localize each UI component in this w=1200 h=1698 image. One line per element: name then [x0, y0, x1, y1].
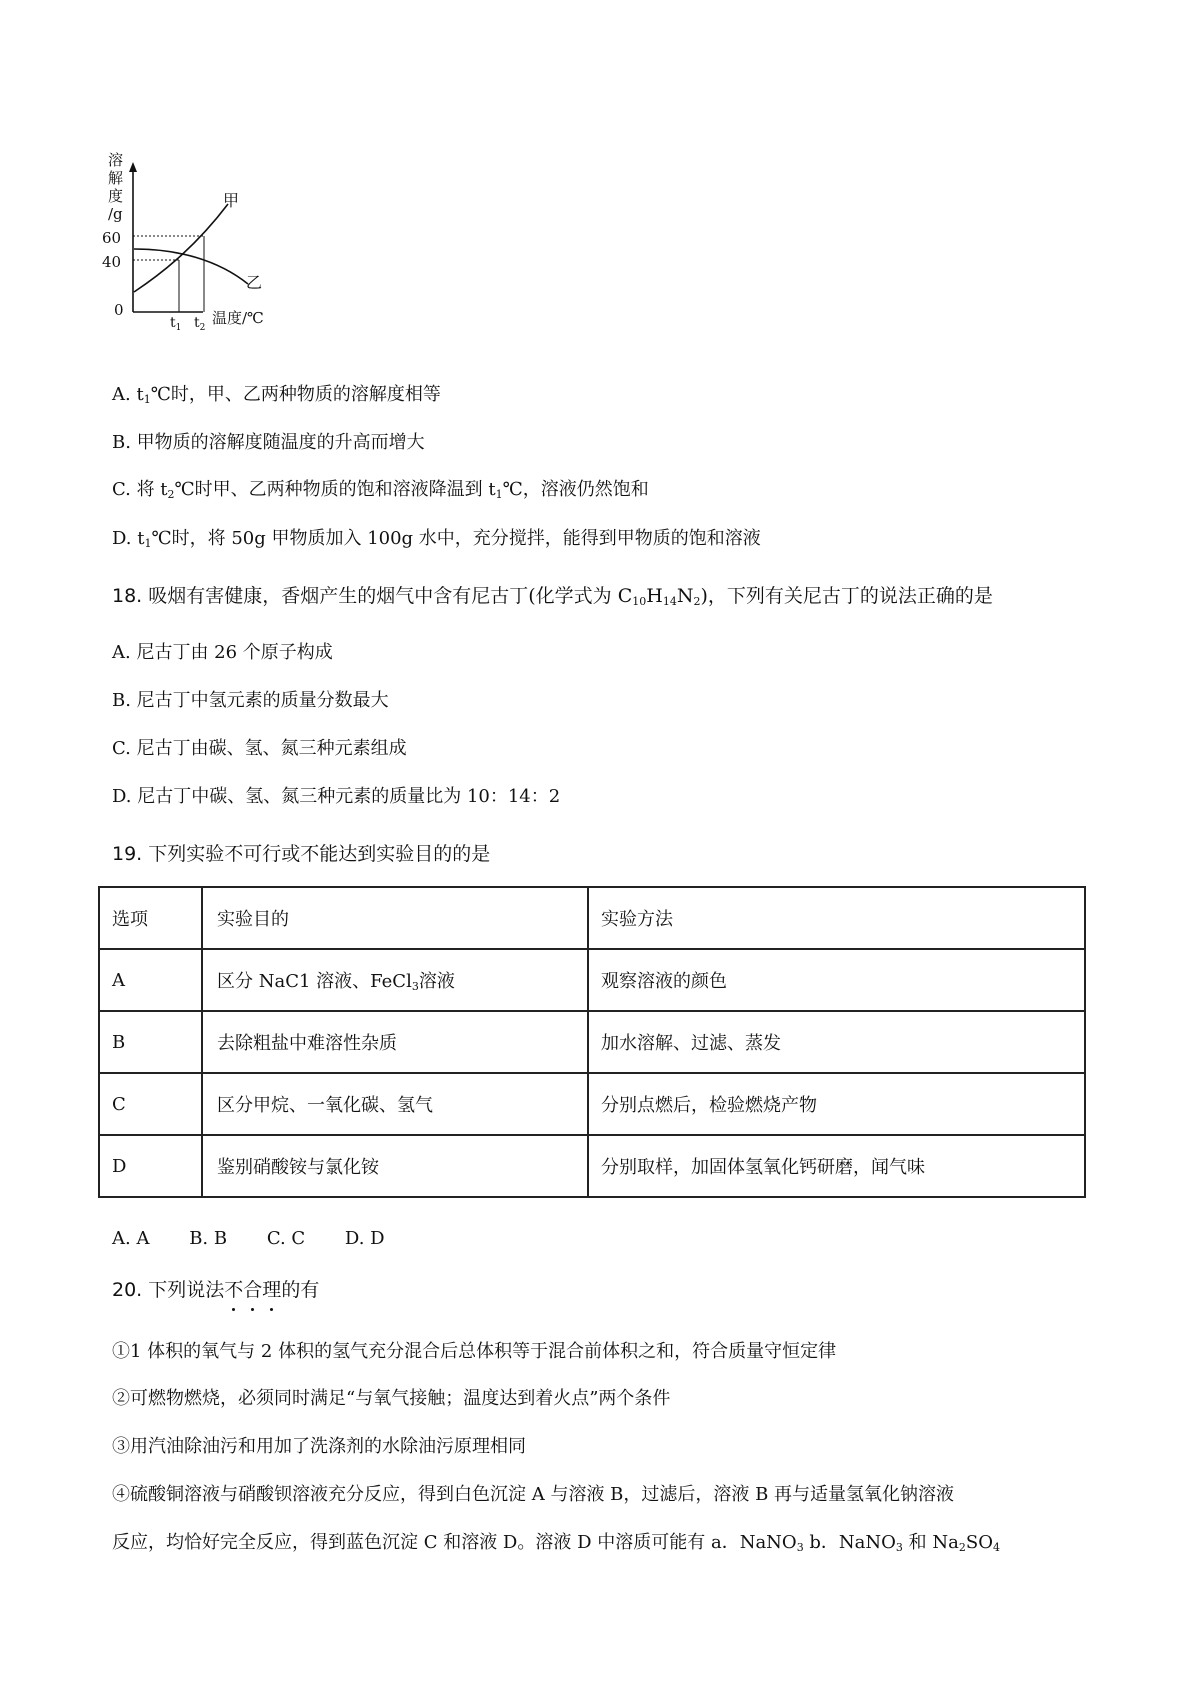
- x-tick-t1: $t_1$: [170, 315, 182, 333]
- q18-s2: 14: [662, 595, 677, 608]
- q18-m1: H: [646, 585, 663, 607]
- row-a-purpose-pre: 区分 NaC1 溶液、FeCl: [217, 971, 412, 992]
- q19-choice-c: C. C: [266, 1228, 306, 1249]
- q17-c-p1: C. 将 t: [112, 479, 168, 500]
- q18-option-a: A. 尼古丁由 26 个原子构成: [112, 642, 333, 663]
- q17-c-p3: ℃，溶液仍然饱和: [502, 479, 649, 500]
- row-a-method: 观察溶液的颜色: [588, 949, 1085, 1011]
- header-option: 选项: [99, 887, 202, 949]
- q18-m2: N: [676, 585, 694, 607]
- q19-choices: [112, 1226, 419, 1252]
- curve-jia: [134, 204, 228, 292]
- curve-yi: [134, 249, 248, 284]
- q20-item-2: ②可燃物燃烧，必须同时满足“与氧气接触；温度达到着火点”两个条件: [112, 1388, 671, 1409]
- x-tick-t2: $t_2$: [194, 315, 206, 333]
- q20-item-4-cont: [112, 1530, 1000, 1556]
- row-d-method: 分别取样，加固体氢氧化钙研磨，闻气味: [588, 1135, 1085, 1197]
- q19-text: 下列实验不可行或不能达到实验目的的是: [142, 843, 491, 865]
- q20-item-3: ③用汽油除油污和用加了洗涤剂的水除油污原理相同: [112, 1436, 526, 1457]
- table-row: [99, 1135, 1085, 1197]
- q17-d-pre: D. t: [112, 528, 145, 549]
- q17-d-sub: 1: [144, 537, 152, 550]
- table-header-row: [99, 887, 1085, 949]
- q19-choice-d: D. D: [344, 1228, 385, 1249]
- q20-last-mid: b．NaNO: [803, 1532, 896, 1553]
- q20-text-post: 的有: [281, 1279, 320, 1301]
- y-label-char-1: 溶: [108, 151, 124, 169]
- q20-text-pre: 下列说法: [142, 1279, 225, 1301]
- q17-d-post: ℃时，将 50g 甲物质加入 100g 水中，充分搅拌，能得到甲物质的饱和溶液: [151, 528, 761, 549]
- q18-option-b: B. 尼古丁中氢元素的质量分数最大: [112, 690, 389, 711]
- q18-text-post: )，下列有关尼古丁的说法正确的是: [700, 585, 993, 607]
- table-row: [99, 1011, 1085, 1073]
- q18-option-d: D. 尼古丁中碳、氢、氮三种元素的质量比为 10：14：2: [112, 786, 561, 807]
- row-b-method: 加水溶解、过滤、蒸发: [588, 1011, 1085, 1073]
- y-tick-40: 40: [102, 253, 122, 271]
- header-method: 实验方法: [588, 887, 1085, 949]
- q20-last-s2: 3: [895, 1541, 903, 1554]
- q18-s1: 10: [632, 595, 647, 608]
- q19-choice-b: B. B: [189, 1228, 228, 1249]
- header-purpose: 实验目的: [202, 887, 588, 949]
- q20-emph-3: 理: [262, 1279, 282, 1301]
- curve-jia-label: 甲: [223, 191, 240, 210]
- origin-label: 0: [114, 301, 124, 319]
- q18-s3: 2: [693, 595, 701, 608]
- row-d-option: D: [99, 1135, 202, 1197]
- q18-text-pre: 吸烟有害健康，香烟产生的烟气中含有尼古丁(化学式为 C: [142, 585, 633, 607]
- q20-emph-2: 合: [243, 1279, 263, 1301]
- q17-option-b: B. 甲物质的溶解度随温度的升高而增大: [112, 432, 425, 453]
- q20-last-mid2: 和 Na: [902, 1532, 959, 1553]
- q19-number: 19.: [112, 843, 143, 865]
- y-axis-arrow: [129, 162, 137, 172]
- q17-a-pre: A. t: [112, 384, 144, 405]
- q18-option-c: C. 尼古丁由碳、氢、氮三种元素组成: [112, 738, 407, 759]
- q20-last-pre: 反应，均恰好完全反应，得到蓝色沉淀 C 和溶液 D。溶液 D 中溶质可能有 a．NaNO: [112, 1532, 797, 1553]
- y-tick-60: 60: [102, 229, 122, 247]
- q17-c-s2: 1: [495, 488, 503, 501]
- row-a-purpose-sub: 3: [411, 980, 419, 993]
- q20-last-s3: 2: [958, 1541, 966, 1554]
- q18-number: 18.: [112, 585, 143, 607]
- experiment-table: [98, 886, 1086, 1198]
- q17-c-p2: ℃时甲、乙两种物质的饱和溶液降温到 t: [174, 479, 496, 500]
- row-b-option: B: [99, 1011, 202, 1073]
- row-d-purpose: 鉴别硝酸铵与氯化铵: [202, 1135, 588, 1197]
- solubility-chart: [102, 151, 308, 352]
- row-c-option: C: [99, 1073, 202, 1135]
- q20-emph-1: 不: [224, 1279, 244, 1301]
- curve-yi-label: 乙: [246, 273, 263, 292]
- row-c-method: 分别点燃后，检验燃烧产物: [588, 1073, 1085, 1135]
- row-c-purpose: 区分甲烷、一氧化碳、氢气: [202, 1073, 588, 1135]
- table-row: [99, 1073, 1085, 1135]
- q19-choice-a: A. A: [112, 1228, 150, 1249]
- q20-stem: [112, 1277, 319, 1303]
- q17-option-a: [112, 382, 441, 408]
- q20-number: 20.: [112, 1279, 143, 1301]
- row-a-purpose: [202, 949, 588, 1011]
- q18-stem: [112, 583, 993, 609]
- table-row: [99, 949, 1085, 1011]
- q20-item-4: ④硫酸铜溶液与硝酸钡溶液充分反应，得到白色沉淀 A 与溶液 B，过滤后，溶液 B 再与适量氢氧化钠溶液: [112, 1484, 955, 1505]
- q17-c-s1: 2: [167, 488, 175, 501]
- q20-item-1: ①1 体积的氧气与 2 体积的氢气充分混合后总体积等于混合前体积之和，符合质量守恒定律: [112, 1341, 837, 1362]
- q20-last-mid3: SO: [965, 1532, 993, 1553]
- y-label-char-4: /g: [108, 205, 123, 223]
- y-label-char-2: 解: [108, 169, 124, 187]
- row-a-option: A: [99, 949, 202, 1011]
- row-a-purpose-post: 溶液: [418, 971, 455, 992]
- q17-option-c: [112, 477, 649, 503]
- q20-last-s1: 3: [796, 1541, 804, 1554]
- row-b-purpose: 去除粗盐中难溶性杂质: [202, 1011, 588, 1073]
- q17-option-d: [112, 526, 761, 552]
- q20-last-s4: 4: [992, 1541, 1000, 1554]
- x-axis-label: 温度/℃: [212, 309, 264, 327]
- q17-a-sub: 1: [143, 393, 151, 406]
- y-label-char-3: 度: [108, 187, 124, 205]
- q17-a-post: ℃时，甲、乙两种物质的溶解度相等: [150, 384, 441, 405]
- q19-stem: [112, 841, 490, 867]
